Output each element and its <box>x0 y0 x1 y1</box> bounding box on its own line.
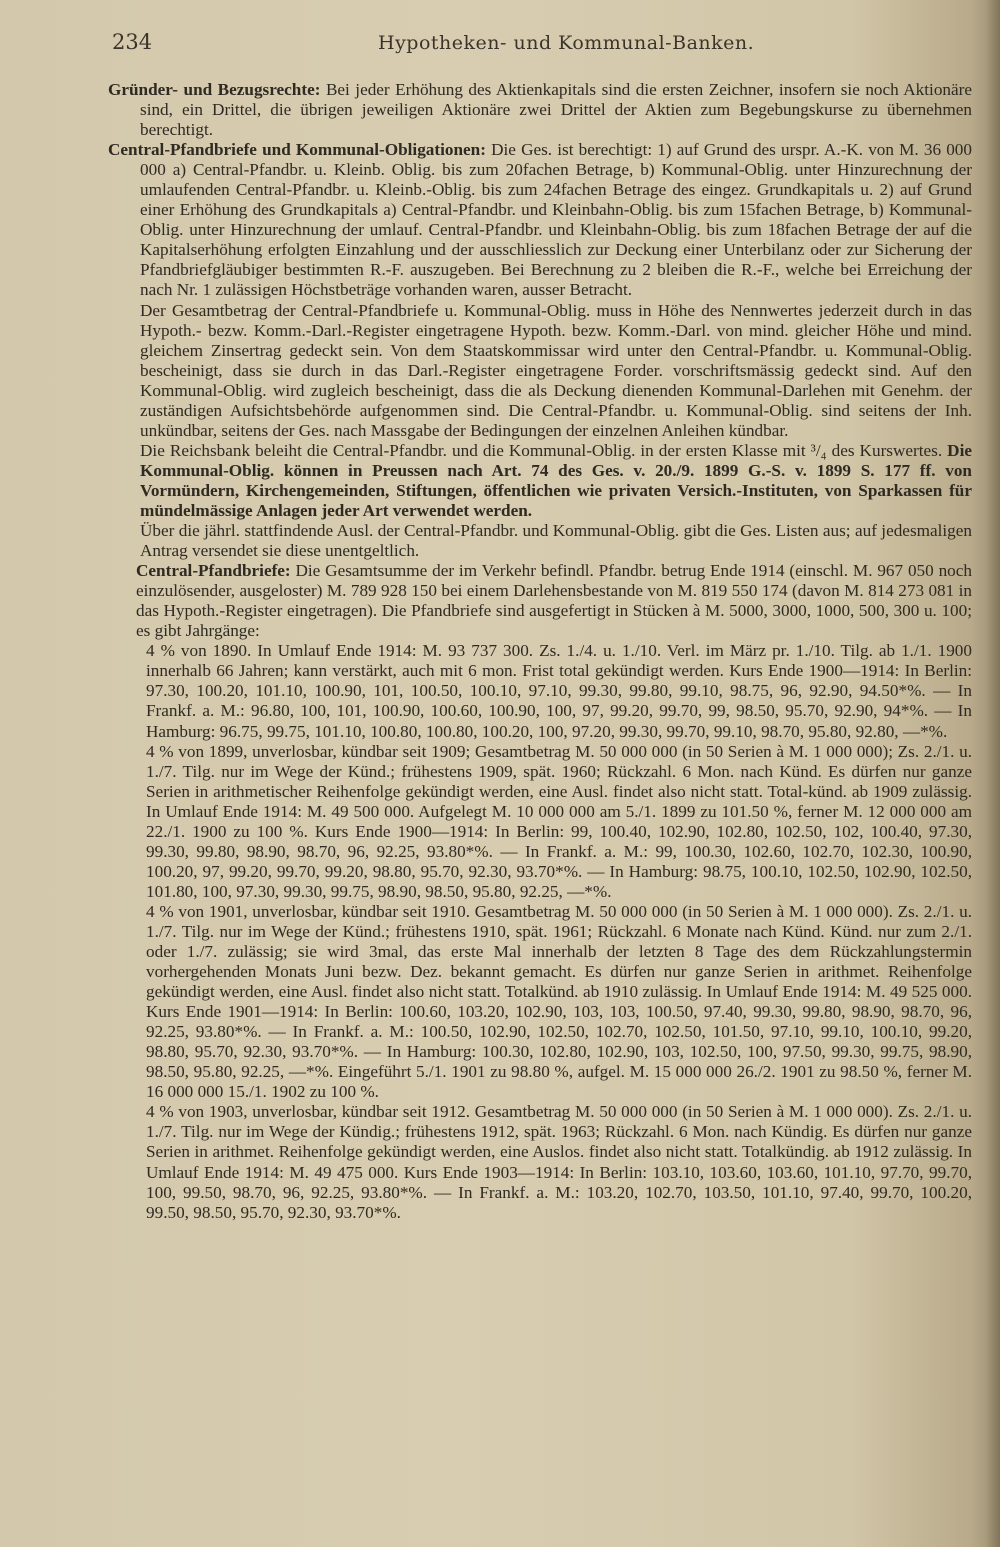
paragraph-text: Die Reichsbank beleiht die Central-Pfandbr. und die Kommunal-Oblig. in der ersten Klasse mit ³/₄ des Kurswertes. <box>140 440 948 460</box>
page-header <box>112 30 972 60</box>
paragraph-heading: Central-Pfandbriefe und Kommunal-Obligationen: <box>108 140 486 160</box>
paragraph-issue-1901 <box>100 902 972 1102</box>
paragraph-coverage <box>100 301 972 441</box>
page-gutter-shadow <box>986 0 1000 1547</box>
paragraph-bold-text: Die Kommunal-Oblig. können in Preussen nach Art. 74 des Ges. v. 20./9. 1899 G.-S. v. 1899 S. 177 ff. von Vormündern, Kirchengemeinden, Stiftungen, öffentlichen wie privaten Versich.-Instituten, von Sparkassen für mündelmässige Anlagen jeder Art verwendet werden. <box>140 440 972 520</box>
paragraph-issue-1899 <box>100 742 972 902</box>
paragraph-heading: Gründer- und Bezugsrechte: <box>108 80 321 99</box>
paragraph-issue-1903 <box>100 1102 972 1222</box>
paragraph-central-pfandbriefe-obligations <box>100 140 972 300</box>
body-text <box>100 80 972 1223</box>
paragraph-text: Der Gesamtbetrag der Central-Pfandbriefe u. Kommunal-Oblig. muss in Höhe des Nennwertes jederzeit durch in das Hypoth.- bezw. Komm.-Darl.-Register eingetragene Hypoth. bezw. Komm.-Darl. von mind. gleicher Höhe und mind. gleichem Zinsertrag gedeckt sein. Von dem Staatskommissar wird unter den Central-Pfandbr. u. Kommunal-Oblig. bescheinigt, dass sie durch in das Darl.-Register eingetragene Forder. vorschriftsmässig gedeckt sind. Auf den Kommunal-Oblig. wird zugleich bescheinigt, dass die als Deckung dienenden Kommunal-Darlehen mit Genehm. der zuständigen Aufsichtsbehörde aufgenommen sind. Die Central-Pfandbr. u. Kommunal-Oblig. sind seitens der Inh. unkündbar, seitens der Ges. nach Massgabe der Bedingungen der einzelnen Anleihen kündbar. <box>140 300 972 440</box>
paragraph-text: Bei jeder Erhöhung des Aktienkapitals sind die ersten Zeichner, insofern sie noch Aktionäre sind, ein Drittel, die übrigen jeweiligen Aktionäre zwei Drittel der Aktien zum Begebungskurse zu übernehmen berechtigt. <box>140 80 972 140</box>
paragraph-heading: Central-Pfandbriefe: <box>136 561 291 581</box>
paragraph-text: 4 % von 1903, unverlosbar, kündbar seit 1912. Gesamtbetrag M. 50 000 000 (in 50 Serien à M. 1 000 000). Zs. 2./1. u. 1./7. Tilg. nur im Wege der Kündig.; frühestens 1912, spät. 1963; Rückzahl. 6 Mon. nach Kündig. Es dürfen nur ganze Serien in arithmet. Reihenfolge gekündigt werden, eine Auslos. findet also nicht statt. Totalkündig. ab 1912 zulässig. In Umlauf Ende 1914: M. 49 475 000. Kurs Ende 1903—1914: In Berlin: 103.10, 103.60, 103.60, 101.10, 97.70, 99.70, 100, 99.50, 98.70, 96, 92.25, 93.80*%. — In Frankf. a. M.: 103.20, 102.70, 103.50, 101.10, 97.40, 99.70, 100.20, 99.50, 98.50, 95.70, 92.30, 93.70*%. <box>146 1102 972 1222</box>
paragraph-text: 4 % von 1890. In Umlauf Ende 1914: M. 93 737 300. Zs. 1./4. u. 1./10. Verl. im März pr. 1./10. Tilg. ab 1./1. 1900 innerhalb 66 Jahren; kann verstärkt, auch mit 6 mon. Frist total gekündigt werden. Kurs Ende 1900—1914: In Berlin: 97.30, 100.20, 101.10, 100.90, 101, 100.50, 100.10, 97.10, 99.30, 99.80, 99.10, 98.75, 96, 92.90, 94.50*%. — In Frankf. a. M.: 96.80, 100, 101, 100.90, 100.60, 100.90, 100, 97, 99.20, 99.70, 99, 98.50, 95.70, 92.90, 94*%. — In Hamburg: 96.75, 99.75, 101.10, 100.80, 100.80, 100.20, 100, 97.20, 99.30, 99.70, 99.10, 98.70, 95.80, 92.80, —*%. <box>146 641 972 741</box>
paragraph-text: Die Gesamtsumme der im Verkehr befindl. Pfandbr. betrug Ende 1914 (einschl. M. 967 050 noch einzulösender, ausgeloster) M. 789 928 150 bei einem Darlehensbestande von M. 819 550 174 (davon M. 814 273 081 in das Hypoth.-Register eingetragen). Die Pfandbriefe sind ausgefertigt in Stücken à M. 5000, 3000, 1000, 500, 300 u. 100; es gibt Jahrgänge: <box>136 561 972 641</box>
paragraph-issue-1890 <box>100 641 972 741</box>
paragraph-founder-rights <box>100 80 972 140</box>
paragraph-drawing-lists <box>100 521 972 561</box>
paragraph-text: Über die jährl. stattfindende Ausl. der Central-Pfandbr. und Kommunal-Oblig. gibt die Ges. Listen aus; auf jedesmaligen Antrag versendet sie diese unentgeltlich. <box>140 521 972 561</box>
paragraph-text: Die Ges. ist berechtigt: 1) auf Grund des urspr. A.-K. von M. 36 000 000 a) Central-Pfandbr. u. Kleinb. Oblig. bis zum 20fachen Betrage, b) Kommunal-Oblig. unter Hinzurechnung der umlaufenden Central-Pfandbr. u. Kleinb.-Oblig. bis zum 24fachen Betrage des eingez. Grundkapitals u. 2) auf Grund einer Erhöhung des Grundkapitals a) Central-Pfandbr. und Kleinbahn-Oblig. bis zum 15fachen Betrage, b) Kommunal-Oblig. unter Hinzurechnung der umlauf. Central-Pfandbr. und Kleinbahn-Oblig. bis zum 18fachen Betrage der auf die Kapitalserhöhung erfolgten Einzahlung und der ausschliesslich zur Deckung einer Unterbilanz oder zur Sicherung der Pfandbriefgläubiger bestimmten R.-F. auszugeben. Bei Berechnung zu 2 bleiben die R.-F., welche bei Erreichung der nach Nr. 1 zulässigen Höchstbeträge vorhanden waren, ausser Betracht. <box>140 140 972 300</box>
paragraph-text: 4 % von 1899, unverlosbar, kündbar seit 1909; Gesamtbetrag M. 50 000 000 (in 50 Serien à M. 1 000 000); Zs. 2./1. u. 1./7. Tilg. nur im Wege der Künd.; frühestens 1909, spät. 1960; Rückzahl. 6 Mon. nach Künd. Es dürfen nur ganze Serien in arithmetischer Reihenfolge gekündigt werden, eine Ausl. findet also nicht statt. Total-künd. ab 1909 zulässig. In Umlauf Ende 1914: M. 49 500 000. Aufgelegt M. 10 000 000 am 5./1. 1899 zu 101.50 %, ferner M. 12 000 000 am 22./1. 1900 zu 100 %. Kurs Ende 1900—1914: In Berlin: 99, 100.40, 102.90, 102.80, 102.50, 102, 100.40, 97.30, 99.30, 99.80, 98.90, 98.70, 96, 92.25, 93.80*%. — In Frankf. a. M.: 99, 100.30, 102.60, 102.70, 102.30, 100.90, 100.20, 97, 99.20, 99.70, 99.20, 98.80, 95.70, 92.30, 93.70*%. — In Hamburg: 98.75, 100.10, 102.50, 102.90, 102.50, 101.80, 100, 97.30, 99.30, 99.75, 98.90, 98.50, 95.80, 92.25, —*%. <box>146 741 972 901</box>
page-number: 234 <box>112 30 153 54</box>
paragraph-central-pfandbriefe-total <box>100 561 972 641</box>
running-title: Hypotheken- und Kommunal-Banken. <box>378 32 755 54</box>
paragraph-text: 4 % von 1901, unverlosbar, kündbar seit 1910. Gesamtbetrag M. 50 000 000 (in 50 Serien à M. 1 000 000). Zs. 2./1. u. 1./7. Tilg. nur im Wege der Künd.; frühestens 1910, spät. 1961; Rückzahl. 6 Monate nach Künd. Künd. nur zum 2./1. oder 1./7. zulässig; sie wird 3mal, das erste Mal innerhalb der letzten 8 Tage des dem Rückzahlungstermin vorhergehenden Monats Juni bezw. Dez. bekannt gemacht. Es dürfen nur ganze Serien in arithmet. Reihenfolge gekündigt werden, eine Ausl. findet also nicht statt. Totalkünd. ab 1910 zulässig. In Umlauf Ende 1914: M. 49 525 000. Kurs Ende 1901—1914: In Berlin: 100.60, 103.20, 102.90, 103, 103, 100.50, 97.40, 99.30, 99.80, 98.90, 98.70, 96, 92.25, 93.80*%. — In Frankf. a. M.: 100.50, 102.90, 102.50, 102.70, 102.50, 101.50, 97.10, 99.10, 100.10, 99.20, 98.80, 95.70, 92.30, 93.70*%. — In Hamburg: 100.30, 102.80, 102.90, 103, 102.50, 100, 97.50, 99.30, 99.75, 98.90, 98.50, 95.80, 92.25, —*%. Eingeführt 5./1. 1901 zu 98.80 %, aufgel. M. 15 000 000 26./2. 1901 zu 98.50 %, ferner M. 16 000 000 15./1. 1902 zu 100 %. <box>146 901 972 1102</box>
paragraph-reichsbank <box>100 441 972 521</box>
